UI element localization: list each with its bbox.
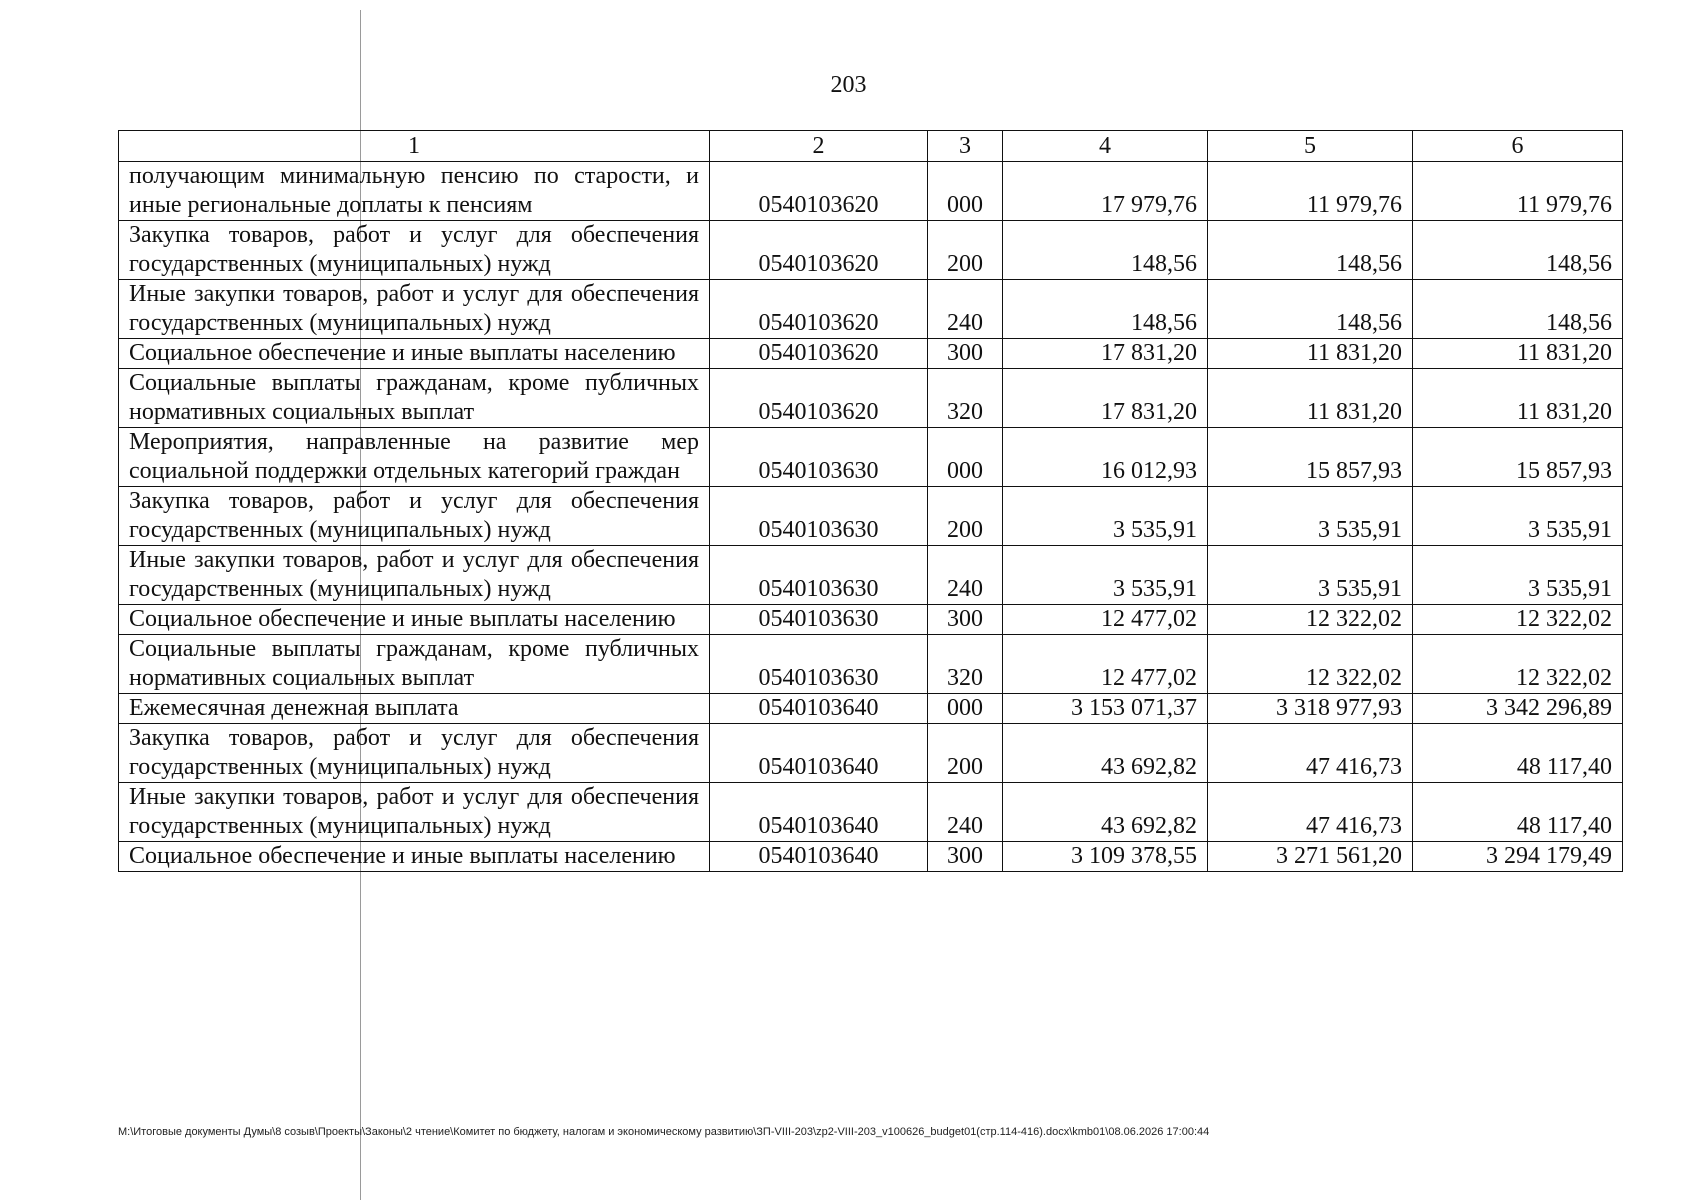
row-value-cell: 12 477,02 (1003, 635, 1208, 694)
table-body (119, 162, 1623, 872)
row-name-cell: Закупка товаров, работ и услуг для обеспечения государственных (муниципальных) нужд (119, 221, 710, 280)
row-type-cell: 240 (928, 546, 1003, 605)
row-name-cell: Социальное обеспечение и иные выплаты населению (119, 339, 710, 369)
row-value-cell: 3 535,91 (1208, 546, 1413, 605)
column-header: 5 (1208, 131, 1413, 162)
table-row (119, 339, 1623, 369)
column-header: 4 (1003, 131, 1208, 162)
row-value-cell: 12 322,02 (1413, 605, 1623, 635)
row-code-cell: 0540103620 (710, 280, 928, 339)
row-value-cell: 148,56 (1413, 221, 1623, 280)
row-code-cell: 0540103640 (710, 783, 928, 842)
row-code-cell: 0540103640 (710, 842, 928, 872)
row-value-cell: 11 979,76 (1208, 162, 1413, 221)
row-value-cell: 12 477,02 (1003, 605, 1208, 635)
row-value-cell: 3 153 071,37 (1003, 694, 1208, 724)
table-row (119, 546, 1623, 605)
row-value-cell: 148,56 (1413, 280, 1623, 339)
row-value-cell: 3 271 561,20 (1208, 842, 1413, 872)
table-row (119, 369, 1623, 428)
row-value-cell: 47 416,73 (1208, 783, 1413, 842)
row-value-cell: 11 831,20 (1208, 339, 1413, 369)
row-name-cell: Социальные выплаты гражданам, кроме публичных нормативных социальных выплат (119, 635, 710, 694)
row-value-cell: 3 535,91 (1208, 487, 1413, 546)
row-code-cell: 0540103630 (710, 487, 928, 546)
row-value-cell: 3 535,91 (1003, 546, 1208, 605)
row-value-cell: 12 322,02 (1208, 605, 1413, 635)
row-name-cell: Социальные выплаты гражданам, кроме публичных нормативных социальных выплат (119, 369, 710, 428)
row-type-cell: 200 (928, 487, 1003, 546)
row-type-cell: 300 (928, 605, 1003, 635)
table-row (119, 842, 1623, 872)
row-code-cell: 0540103640 (710, 694, 928, 724)
row-name-cell: Ежемесячная денежная выплата (119, 694, 710, 724)
page-number: 203 (830, 72, 867, 98)
row-name-cell: Мероприятия, направленные на развитие мер социальной поддержки отдельных категорий граждан (119, 428, 710, 487)
row-name-cell: Социальное обеспечение и иные выплаты населению (119, 842, 710, 872)
row-type-cell: 000 (928, 162, 1003, 221)
row-value-cell: 47 416,73 (1208, 724, 1413, 783)
row-type-cell: 200 (928, 221, 1003, 280)
row-code-cell: 0540103620 (710, 162, 928, 221)
row-code-cell: 0540103640 (710, 724, 928, 783)
row-value-cell: 11 831,20 (1208, 369, 1413, 428)
row-value-cell: 12 322,02 (1413, 635, 1623, 694)
row-type-cell: 320 (928, 635, 1003, 694)
table-row (119, 280, 1623, 339)
row-value-cell: 43 692,82 (1003, 724, 1208, 783)
column-header: 3 (928, 131, 1003, 162)
row-value-cell: 3 109 378,55 (1003, 842, 1208, 872)
row-code-cell: 0540103630 (710, 546, 928, 605)
row-code-cell: 0540103630 (710, 605, 928, 635)
row-code-cell: 0540103620 (710, 339, 928, 369)
row-name-cell: Иные закупки товаров, работ и услуг для обеспечения государственных (муниципальных) нужд (119, 546, 710, 605)
row-value-cell: 16 012,93 (1003, 428, 1208, 487)
table-row (119, 221, 1623, 280)
table-row (119, 605, 1623, 635)
row-value-cell: 3 294 179,49 (1413, 842, 1623, 872)
row-value-cell: 48 117,40 (1413, 783, 1623, 842)
row-value-cell: 148,56 (1003, 280, 1208, 339)
column-header: 6 (1413, 131, 1623, 162)
row-value-cell: 3 318 977,93 (1208, 694, 1413, 724)
row-type-cell: 300 (928, 842, 1003, 872)
row-type-cell: 240 (928, 280, 1003, 339)
row-value-cell: 148,56 (1208, 280, 1413, 339)
table-row (119, 487, 1623, 546)
row-value-cell: 3 535,91 (1003, 487, 1208, 546)
row-name-cell: Социальное обеспечение и иные выплаты населению (119, 605, 710, 635)
table-row (119, 694, 1623, 724)
table-row (119, 428, 1623, 487)
file-path-footer: M:\Итоговые документы Думы\8 созыв\Проекты\Законы\2 чтение\Комитет по бюджету, налогам и экономическому развитию\ЗП-VIII-203\zp2-VIII-203_v100626_budget01(стр.114-416).docx\kmb01\08.06.2026 17:00:44 (118, 1126, 1210, 1138)
budget-table (118, 130, 1623, 872)
row-value-cell: 3 535,91 (1413, 546, 1623, 605)
row-value-cell: 17 979,76 (1003, 162, 1208, 221)
row-name-cell: Иные закупки товаров, работ и услуг для обеспечения государственных (муниципальных) нужд (119, 280, 710, 339)
row-name-cell: получающим минимальную пенсию по старости, и иные региональные доплаты к пенсиям (119, 162, 710, 221)
table-row (119, 635, 1623, 694)
row-code-cell: 0540103620 (710, 369, 928, 428)
table-row (119, 783, 1623, 842)
row-value-cell: 3 535,91 (1413, 487, 1623, 546)
row-value-cell: 17 831,20 (1003, 369, 1208, 428)
row-value-cell: 11 831,20 (1413, 339, 1623, 369)
row-value-cell: 11 831,20 (1413, 369, 1623, 428)
row-code-cell: 0540103630 (710, 635, 928, 694)
row-name-cell: Закупка товаров, работ и услуг для обеспечения государственных (муниципальных) нужд (119, 724, 710, 783)
table-row (119, 162, 1623, 221)
row-value-cell: 43 692,82 (1003, 783, 1208, 842)
row-value-cell: 148,56 (1003, 221, 1208, 280)
row-type-cell: 200 (928, 724, 1003, 783)
row-name-cell: Закупка товаров, работ и услуг для обеспечения государственных (муниципальных) нужд (119, 487, 710, 546)
column-header: 2 (710, 131, 928, 162)
row-name-cell: Иные закупки товаров, работ и услуг для обеспечения государственных (муниципальных) нужд (119, 783, 710, 842)
row-value-cell: 3 342 296,89 (1413, 694, 1623, 724)
row-type-cell: 240 (928, 783, 1003, 842)
row-code-cell: 0540103620 (710, 221, 928, 280)
row-code-cell: 0540103630 (710, 428, 928, 487)
row-value-cell: 11 979,76 (1413, 162, 1623, 221)
column-header: 1 (119, 131, 710, 162)
row-value-cell: 15 857,93 (1413, 428, 1623, 487)
row-type-cell: 300 (928, 339, 1003, 369)
table-row (119, 724, 1623, 783)
row-type-cell: 000 (928, 428, 1003, 487)
header-row (119, 131, 1623, 162)
row-value-cell: 15 857,93 (1208, 428, 1413, 487)
row-type-cell: 320 (928, 369, 1003, 428)
row-value-cell: 12 322,02 (1208, 635, 1413, 694)
row-value-cell: 48 117,40 (1413, 724, 1623, 783)
row-type-cell: 000 (928, 694, 1003, 724)
row-value-cell: 17 831,20 (1003, 339, 1208, 369)
row-value-cell: 148,56 (1208, 221, 1413, 280)
